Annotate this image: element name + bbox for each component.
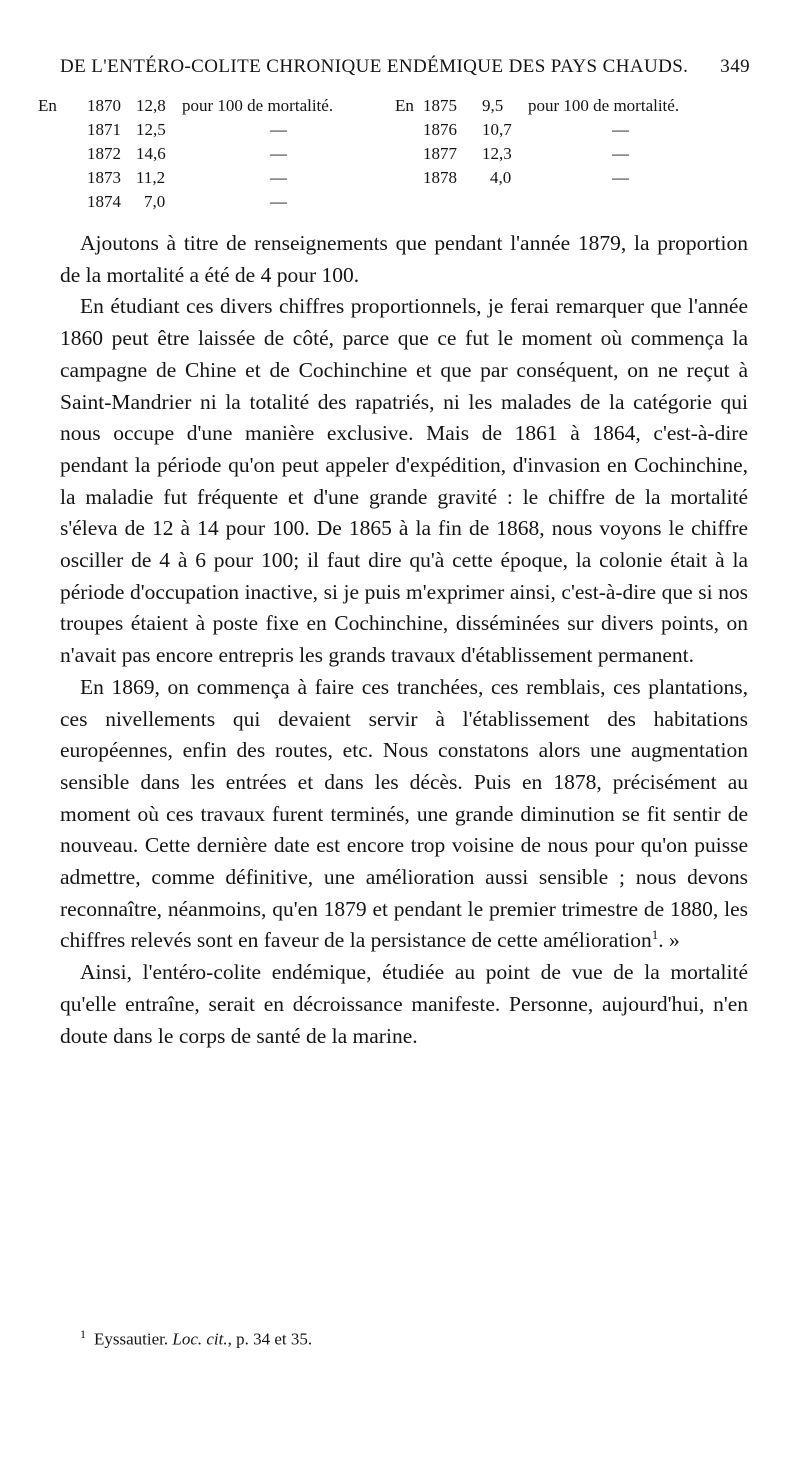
page-header bbox=[60, 56, 750, 86]
paragraph: En étudiant ces divers chiffres proportionnels, je ferai remarquer que l'année 1860 peut être laissée de côté, parce que ce fut le moment où commença la campagne de Chine et de Cochinchine et que par conséquent, on ne reçut à Saint-Mandrier ni la totalité des rapatriés, ni les malades de la catégorie qui nous occupe d'une manière exclusive. Mais de 1861 à 1864, c'est-à-dire pendant la période qu'on peut appeler d'expédition, d'invasion en Cochinchine, la maladie fut fréquente et d'une grande gravité : le chiffre de la mortalité s'éleva de 12 à 14 pour 100. De 1865 à la fin de 1868, nous voyons le chiffre osciller de 4 à 6 pour 100; il faut dire qu'à cette époque, la colonie était à la période d'occupation inactive, si je puis m'exprimer ainsi, c'est-à-dire que si nos troupes étaient à poste fixe en Cochinchine, disséminées sur divers points, on n'avait pas encore entrepris les grands travaux d'établissement permanent. bbox=[60, 294, 748, 668]
table-year: 1878 bbox=[423, 168, 457, 187]
table-ditto: — bbox=[270, 192, 287, 211]
footnote bbox=[80, 1327, 312, 1350]
table-suffix: pour 100 de mortalité. bbox=[182, 96, 334, 115]
table-value: 4,0 bbox=[490, 168, 512, 187]
table-value: 12,3 bbox=[482, 144, 512, 163]
table-year: 1872 bbox=[87, 144, 121, 163]
table-ditto: — bbox=[270, 120, 287, 139]
table-value: 7,0 bbox=[144, 192, 166, 211]
table-year: 1876 bbox=[423, 120, 457, 139]
running-title: DE L'ENTÉRO-COLITE CHRONIQUE ENDÉMIQUE DES PAYS CHAUDS. bbox=[60, 56, 689, 77]
footnote-author: Eyssautier. bbox=[94, 1329, 169, 1349]
closing-quote: . » bbox=[658, 928, 680, 953]
footnote-reference-title: Loc. cit. bbox=[172, 1329, 228, 1349]
footnote-reference[interactable]: 1 bbox=[651, 927, 659, 943]
table-year: 1877 bbox=[423, 144, 457, 163]
table-value: 14,6 bbox=[136, 144, 166, 163]
table-ditto: — bbox=[612, 168, 629, 187]
table-year: 1873 bbox=[87, 168, 121, 187]
table-value: 9,5 bbox=[482, 96, 504, 115]
footnote-pages: , p. 34 et 35. bbox=[227, 1329, 313, 1349]
paragraph: Ajoutons à titre de renseignements que pendant l'année 1879, la proportion de la mortalité a été de 4 pour 100. bbox=[60, 231, 748, 287]
paragraph: Ainsi, l'entéro-colite endémique, étudiée au point de vue de la mortalité qu'elle entraîne, serait en décroissance manifeste. Personne, aujourd'hui, n'en doute dans le corps de santé de la marine. bbox=[60, 960, 748, 1048]
table-ditto: — bbox=[612, 120, 629, 139]
body-text bbox=[60, 228, 748, 1052]
table-ditto: — bbox=[612, 144, 629, 163]
table-year: 1870 bbox=[87, 96, 121, 115]
table-prefix: En bbox=[395, 96, 414, 115]
table-year: 1871 bbox=[87, 120, 121, 139]
page-number: 349 bbox=[720, 56, 750, 77]
paragraph-text: En 1869, on commença à faire ces tranchées, ces remblais, ces plantations, ces nivellements qui devaient servir à l'établissement des habitations européennes, enfin des routes, etc. Nous constatons alors une augmentation sensible dans les entrées et dans les décès. Puis en 1878, précisément au moment où ces travaux furent terminés, une grande diminution se fit sentir de nouveau. Cette dernière date est encore trop voisine de nous pour qu'on puisse admettre, comme définitive, une amélioration aussi sensible ; nous devons reconnaître, néanmoins, qu'en 1879 et pendant le premier trimestre de 1880, les chiffres relevés sont en faveur de la persistance de cette amélioration bbox=[60, 674, 748, 953]
table-value: 11,2 bbox=[136, 168, 166, 187]
table-suffix: pour 100 de mortalité. bbox=[528, 96, 680, 115]
table-ditto: — bbox=[270, 168, 287, 187]
table-value: 10,7 bbox=[482, 120, 512, 139]
table-year: 1875 bbox=[423, 96, 457, 115]
table-ditto: — bbox=[270, 144, 287, 163]
table-value: 12,8 bbox=[136, 96, 166, 115]
paragraph bbox=[60, 672, 748, 957]
table-year: 1874 bbox=[87, 192, 121, 211]
table-prefix: En bbox=[38, 96, 57, 115]
table-value: 12,5 bbox=[136, 120, 166, 139]
footnote-number: 1 bbox=[80, 1327, 86, 1341]
